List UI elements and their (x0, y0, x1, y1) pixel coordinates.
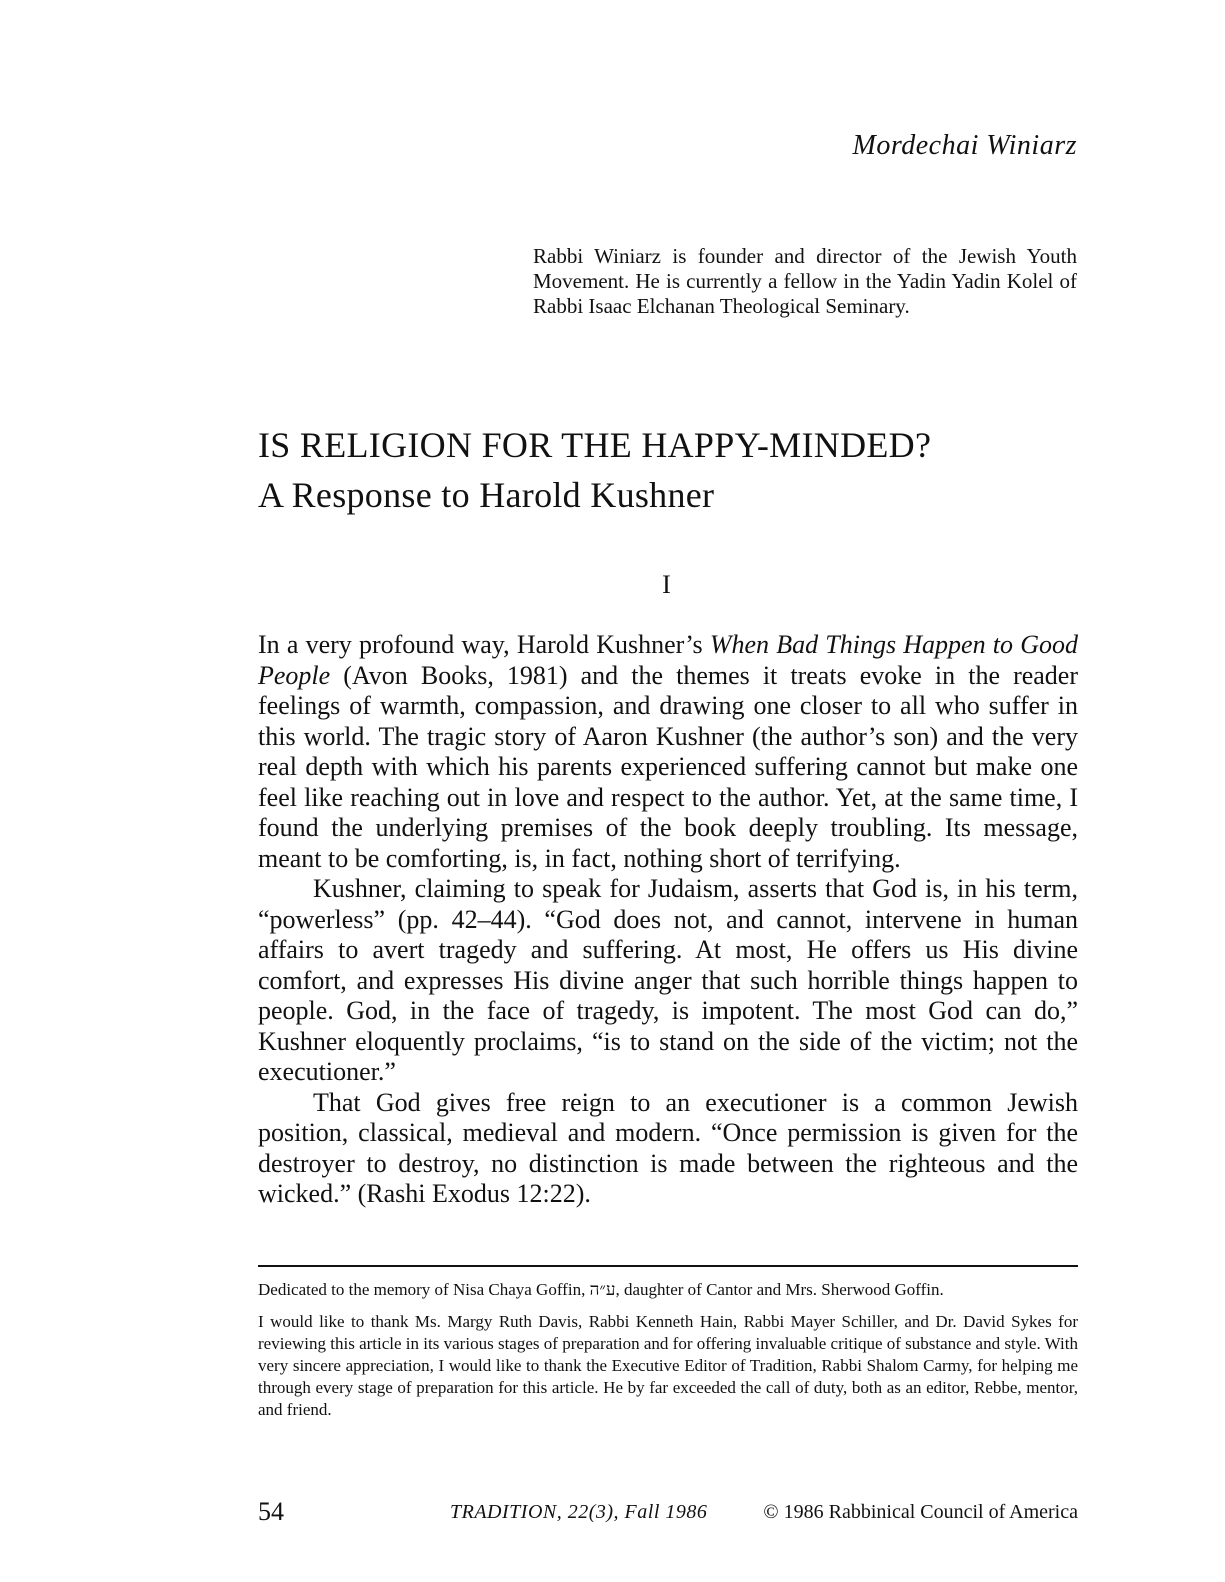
journal-citation: TRADITION, 22(3), Fall 1986 (450, 1501, 708, 1523)
author-name: Mordechai Winiarz (852, 130, 1077, 161)
article-subtitle: A Response to Harold Kushner (258, 475, 715, 515)
paragraph-1 (258, 630, 1078, 874)
footnote-acknowledgment: I would like to thank Ms. Margy Ruth Davis, Rabbi Kenneth Hain, Rabbi Mayer Schiller, and Dr. David Sykes for reviewing this article in its various stages of preparation and for offering invaluable critique of substance and style. With very sincere appreciation, I would like to thank the Executive Editor of Tradition, Rabbi Shalom Carmy, for helping me through every stage of preparation for this article. He by far exceeded the call of duty, both as an editor, Rebbe, mentor, and friend. (258, 1312, 1078, 1419)
author-bio: Rabbi Winiarz is founder and director of the Jewish Youth Movement. He is currently a fellow in the Yadin Yadin Kolel of Rabbi Isaac Elchanan Theological Seminary. (533, 244, 1077, 318)
book-title: When Bad Things Happen to Good People (258, 630, 1078, 690)
section-number: I (662, 570, 671, 599)
page-number: 54 (258, 1497, 284, 1526)
paragraph-1-rest: (Avon Books, 1981) and the themes it treats evoke in the reader feelings of warmth, compassion, and drawing one closer to all who suffer in this world. The tragic story of Aaron Kushner (the author’s son) and the very real depth with which his parents experienced suffering cannot but make one feel like reaching out in love and respect to the author. Yet, at the same time, I found the underlying premises of the book deeply troubling. Its message, meant to be comforting, is, in fact, nothing short of terrifying. (258, 660, 1078, 873)
article-title: IS RELIGION FOR THE HAPPY-MINDED? (258, 425, 932, 465)
page-footer (258, 1497, 1078, 1527)
paragraph-3: That God gives free reign to an executioner is a common Jewish position, classical, medieval and modern. “Once permission is given for the destroyer to destroy, no distinction is made between the righteous and the wicked.” (Rashi Exodus 12:22). (258, 1087, 1078, 1208)
paragraph-1-lead: In a very profound way, Harold Kushner’s (258, 630, 710, 659)
article-body (258, 630, 1078, 1210)
paragraph-2: Kushner, claiming to speak for Judaism, asserts that God is, in his term, “powerless” (pp. 42–44). “God does not, and cannot, intervene in human affairs to avert tragedy and suffering. At most, He offers us His divine comfort, and expresses His divine anger that such horrible things happen to people. God, in the face of tragedy, is impotent. The most God can do,” Kushner eloquently proclaims, “is to stand on the side of the victim; not the executioner.” (258, 874, 1078, 1086)
footnote-divider (258, 1265, 1078, 1267)
copyright-notice: © 1986 Rabbinical Council of America (763, 1501, 1078, 1523)
footnotes (258, 1279, 1078, 1431)
footnote-dedication: Dedicated to the memory of Nisa Chaya Goffin, ע״ה, daughter of Cantor and Mrs. Sherwood Goffin. (258, 1280, 944, 1299)
